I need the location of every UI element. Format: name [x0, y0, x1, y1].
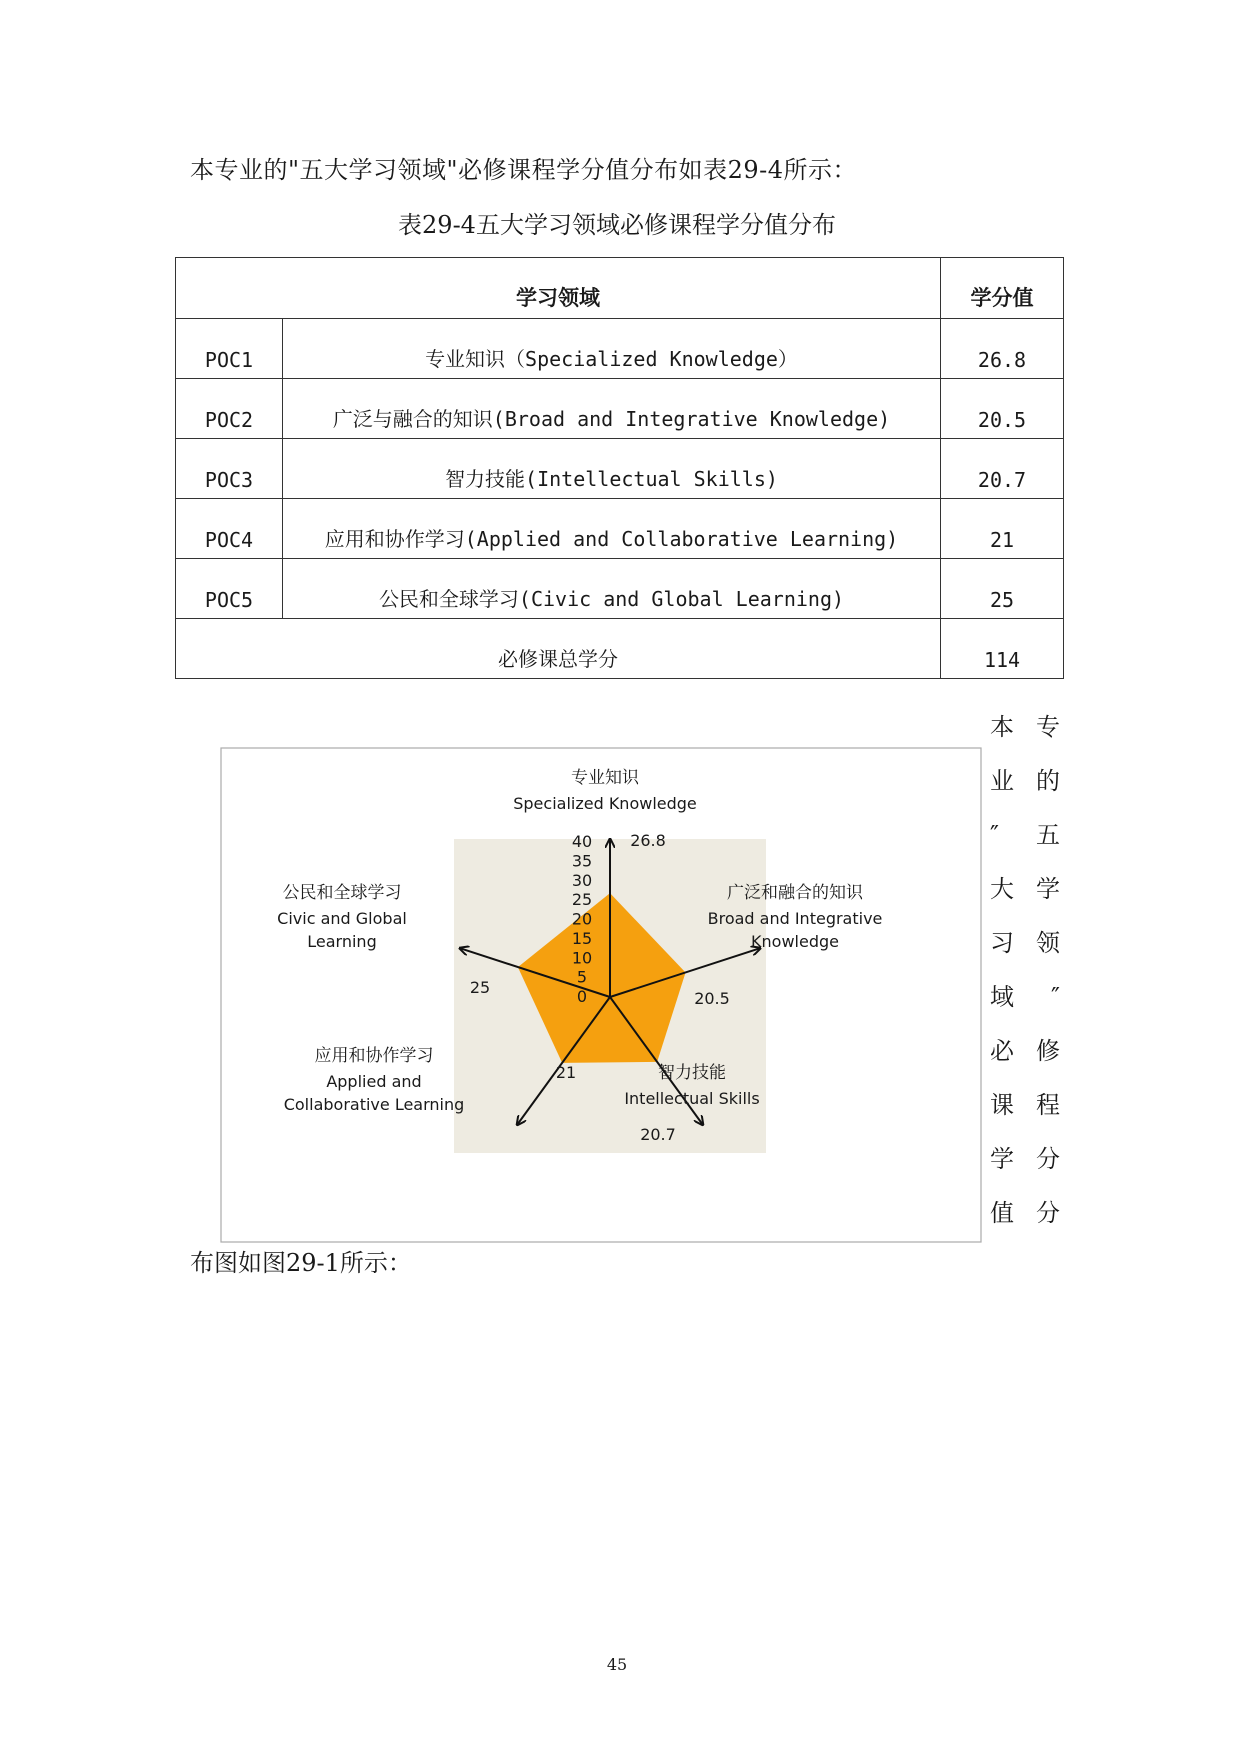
axis-label-en: Knowledge [751, 932, 839, 951]
side-char: 必 [990, 1037, 1014, 1065]
tick-label: 25 [571, 890, 593, 910]
axis-label-en: Collaborative Learning [283, 1095, 465, 1114]
side-char: 程 [1036, 1091, 1060, 1119]
side-char: ″ [1051, 983, 1060, 1011]
side-char: ″ [990, 821, 999, 849]
page-number: 45 [606, 1655, 628, 1674]
side-text-row [990, 862, 1060, 916]
axis-label-zh: 应用和协作学习 [314, 1046, 434, 1066]
side-char: 修 [1036, 1037, 1060, 1065]
row-domain-name: 应用和协作学习(Applied and Collaborative Learning) [283, 499, 941, 559]
side-text-row [990, 1132, 1060, 1186]
row-domain-name: 广泛与融合的知识(Broad and Integrative Knowledge) [283, 379, 941, 439]
row-code: POC3 [176, 439, 283, 499]
axis-label-zh: 专业知识 [571, 768, 639, 788]
side-text-row [990, 916, 1060, 970]
tick-label: 0 [576, 987, 588, 1006]
row-code: POC1 [176, 319, 283, 379]
row-credit-value: 26.8 [941, 319, 1064, 379]
radar-chart [220, 747, 982, 1244]
side-char: 业 [990, 767, 1014, 795]
axis-label-en: Specialized Knowledge [513, 794, 697, 813]
axis-label-en: Broad and Integrative [707, 909, 883, 928]
table-row [176, 559, 1064, 619]
axis-label-en: Intellectual Skills [624, 1089, 760, 1108]
table-row [176, 319, 1064, 379]
side-char: 课 [990, 1091, 1014, 1119]
credits-table [175, 257, 1064, 679]
side-char: 分 [1036, 1199, 1060, 1227]
row-domain-name: 专业知识（Specialized Knowledge） [283, 319, 941, 379]
tick-label: 10 [571, 948, 593, 968]
header-domain: 学习领域 [176, 258, 941, 319]
side-text-row [990, 970, 1060, 1024]
table-row [176, 499, 1064, 559]
side-text-row [990, 1078, 1060, 1132]
table-total-row [176, 619, 1064, 679]
value-label: 21 [555, 1063, 577, 1082]
side-char: 值 [990, 1199, 1014, 1227]
value-label: 20.5 [694, 989, 730, 1008]
outro-paragraph: 布图如图29-1所示： [190, 1249, 412, 1277]
axis-label-en: Applied and [326, 1072, 422, 1091]
side-char: 分 [1036, 1145, 1060, 1173]
side-text-column [990, 700, 1060, 1240]
axis-label-zh: 智力技能 [658, 1063, 726, 1083]
total-value: 114 [941, 619, 1064, 679]
row-code: POC5 [176, 559, 283, 619]
tick-label: 40 [571, 832, 593, 851]
row-credit-value: 20.5 [941, 379, 1064, 439]
side-char: 专 [1036, 713, 1060, 741]
axis-label-zh: 公民和全球学习 [282, 883, 402, 903]
axis-label-en: Civic and Global [277, 909, 407, 928]
side-text-row [990, 1186, 1060, 1240]
table-header-row [176, 258, 1064, 319]
tick-label: 30 [571, 870, 593, 890]
row-credit-value: 21 [941, 499, 1064, 559]
side-char: 大 [990, 875, 1014, 903]
tick-label: 35 [571, 851, 593, 871]
value-label: 25 [469, 978, 491, 997]
total-label: 必修课总学分 [176, 619, 941, 679]
table-row [176, 379, 1064, 439]
row-code: POC4 [176, 499, 283, 559]
side-text-row [990, 1024, 1060, 1078]
axis-label-zh: 广泛和融合的知识 [727, 883, 863, 903]
row-credit-value: 25 [941, 559, 1064, 619]
row-domain-name: 公民和全球学习(Civic and Global Learning) [283, 559, 941, 619]
tick-label: 20 [571, 909, 593, 929]
side-text-row [990, 754, 1060, 808]
side-char: 学 [990, 1145, 1014, 1173]
side-text-row [990, 808, 1060, 862]
side-char: 习 [990, 929, 1014, 957]
side-char: 学 [1036, 875, 1060, 903]
side-char: 五 [1036, 821, 1060, 849]
table-row [176, 439, 1064, 499]
side-char: 域 [990, 983, 1014, 1011]
header-credits: 学分值 [941, 258, 1064, 319]
intro-paragraph: 本专业的"五大学习领域"必修课程学分值分布如表29-4所示： [190, 156, 857, 184]
side-text-row [990, 700, 1060, 754]
table-caption: 表29-4五大学习领域必修课程学分值分布 [398, 211, 836, 239]
value-label: 20.7 [640, 1125, 676, 1144]
side-char: 的 [1036, 767, 1060, 795]
row-domain-name: 智力技能(Intellectual Skills) [283, 439, 941, 499]
side-char: 本 [990, 713, 1014, 741]
side-char: 领 [1036, 929, 1060, 957]
axis-label-en: Learning [307, 932, 377, 951]
tick-label: 15 [571, 928, 593, 948]
row-credit-value: 20.7 [941, 439, 1064, 499]
value-label: 26.8 [630, 831, 666, 850]
row-code: POC2 [176, 379, 283, 439]
tick-label: 5 [576, 967, 588, 987]
